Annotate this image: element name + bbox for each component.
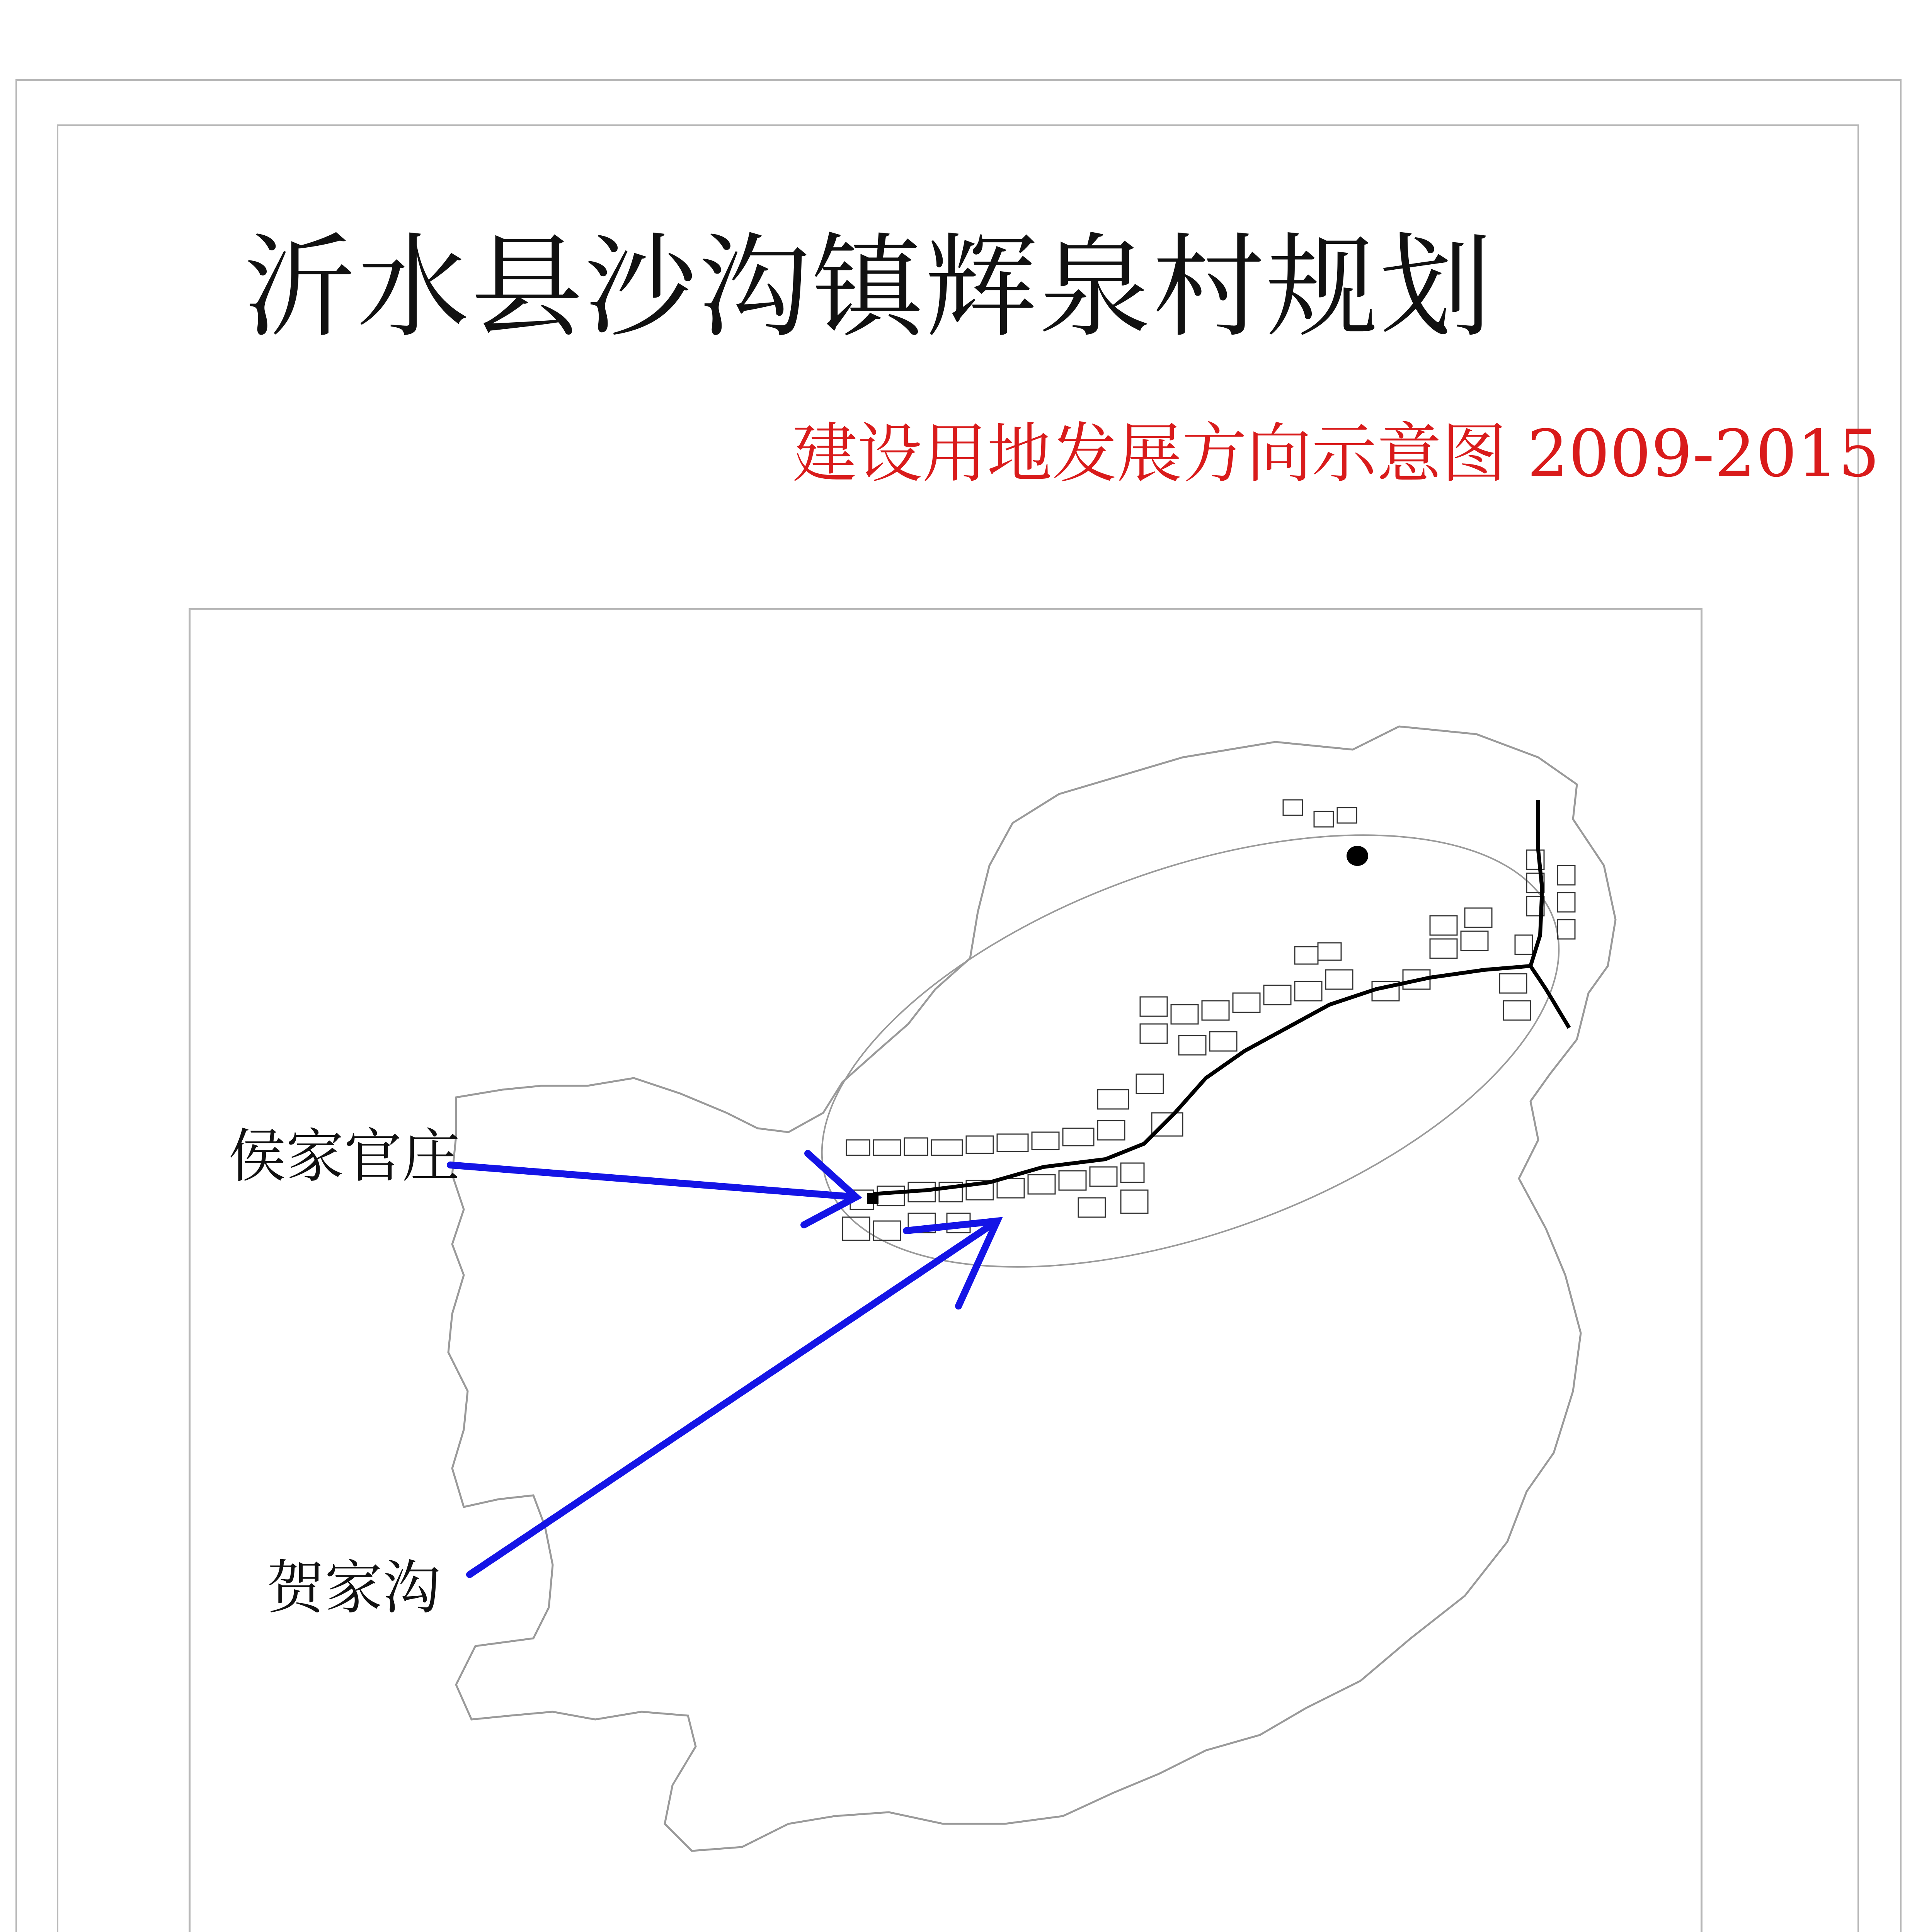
- map-subtitle: 建设用地发展方向示意图 2009-2015: [792, 416, 1880, 492]
- arrow-hejia-shaft: [470, 1221, 997, 1575]
- place-label-houjia-guanzhuang: 侯家官庄: [228, 1123, 460, 1190]
- development-ellipse: [765, 748, 1616, 1354]
- pond: [1347, 846, 1368, 866]
- main-road: [873, 800, 1569, 1194]
- arrow-houjia-shaft: [450, 1165, 856, 1197]
- page-title: 沂水县沙沟镇辉泉村规划: [243, 223, 1493, 353]
- center-marker: [867, 1193, 878, 1204]
- village-boundary: [448, 726, 1616, 1851]
- place-label-hejia-gou: 贺家沟: [267, 1554, 441, 1622]
- direction-arrow: [450, 1153, 997, 1575]
- building-cluster: [843, 800, 1575, 1240]
